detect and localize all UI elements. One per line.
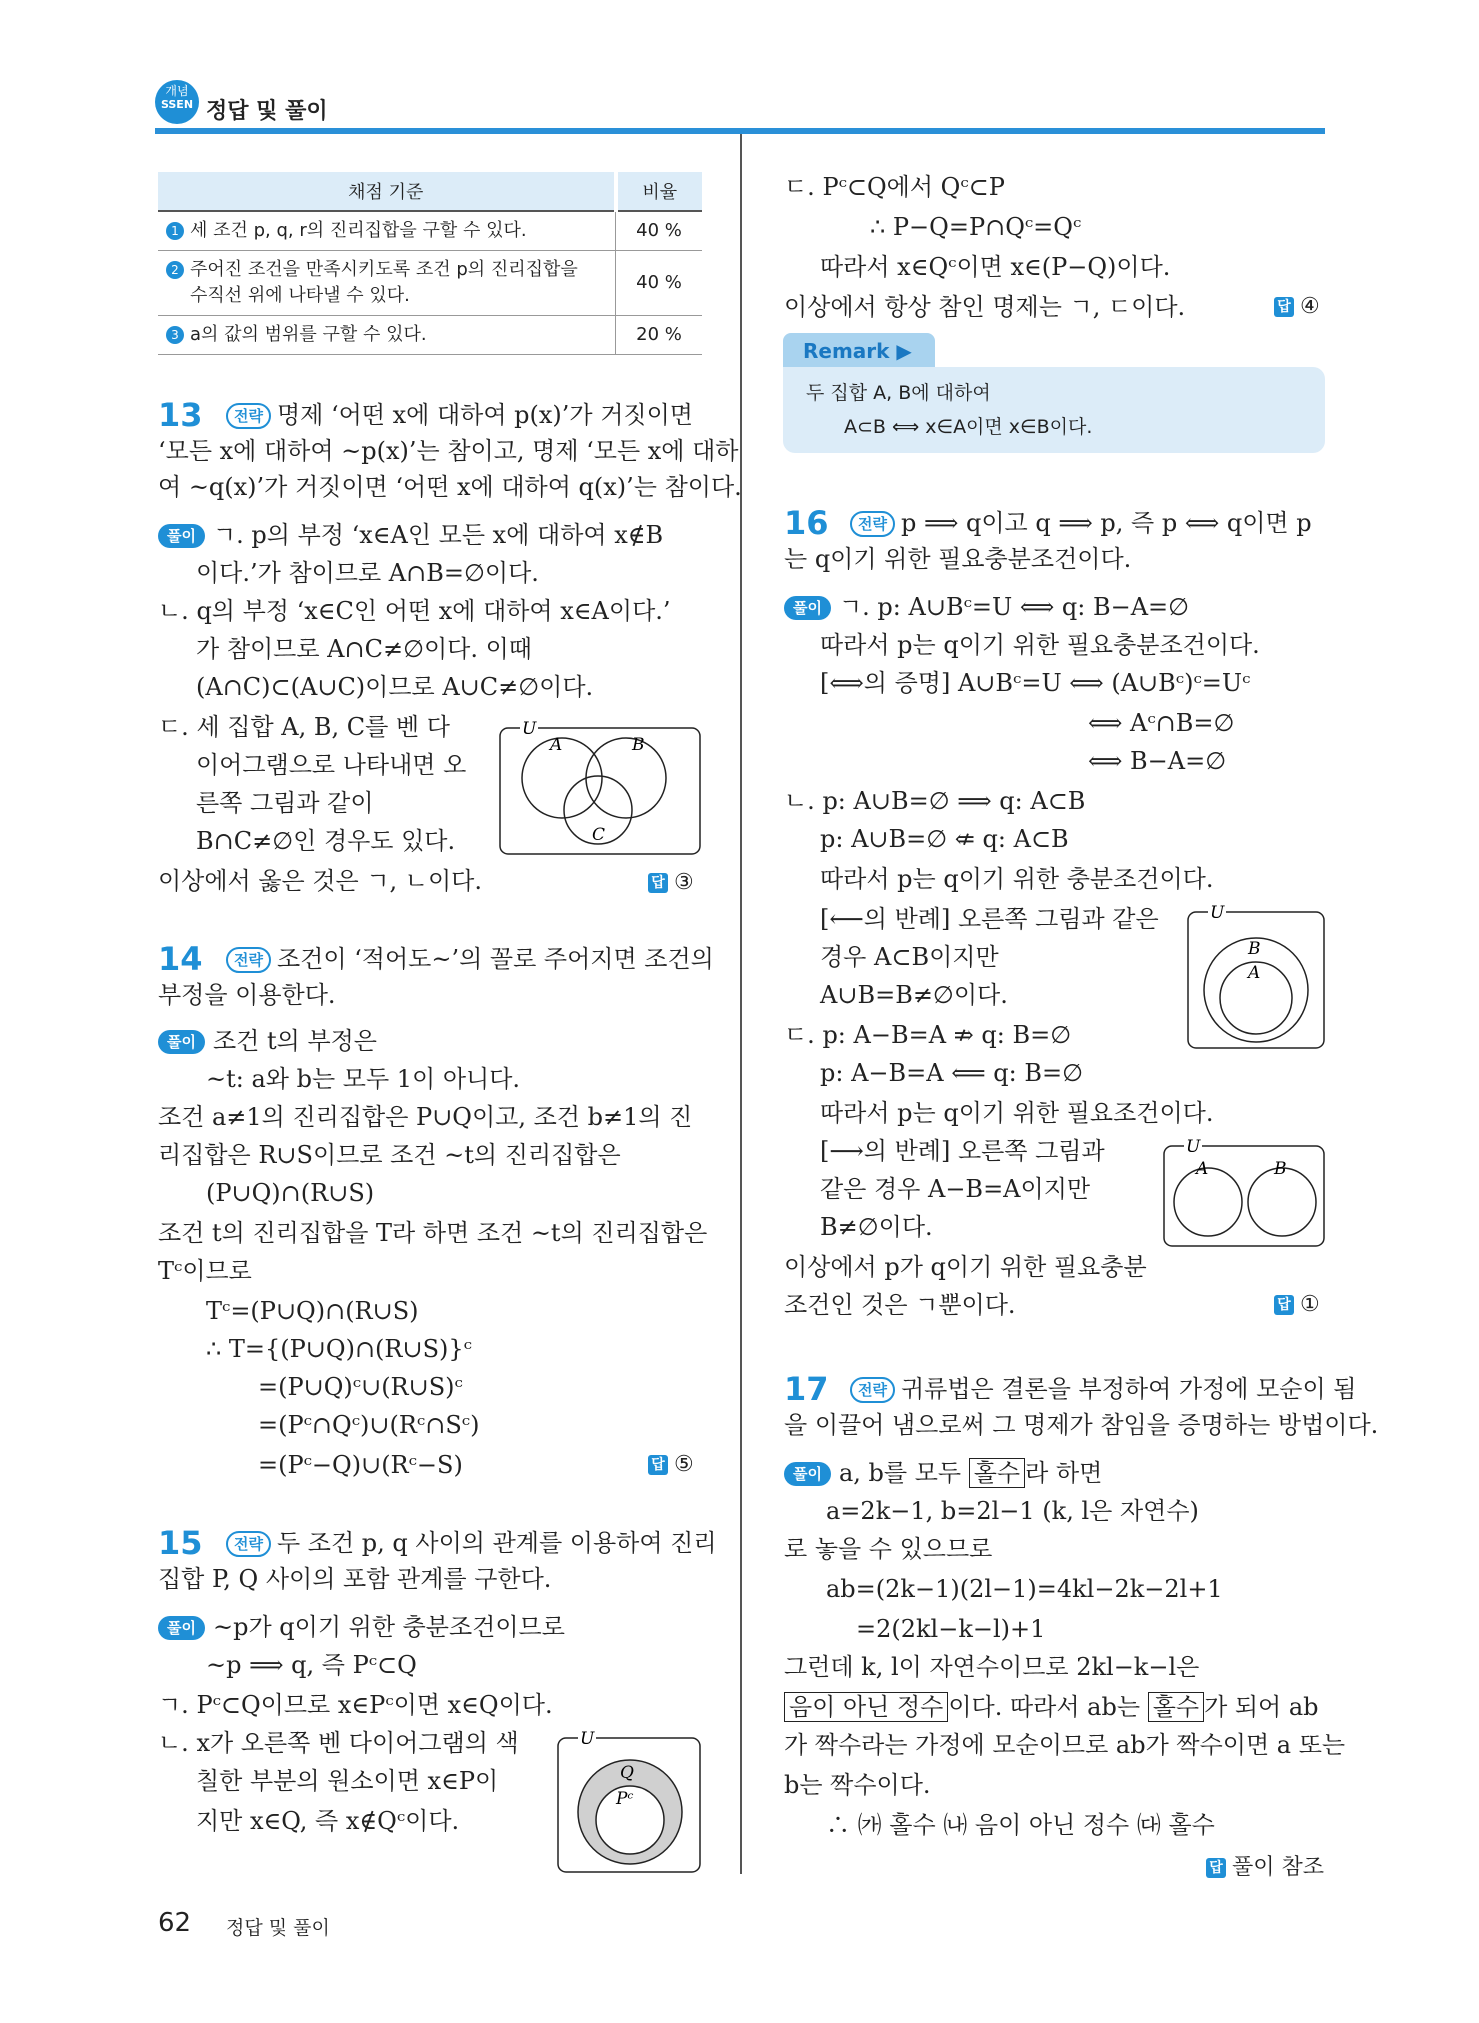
p16-line: ⟺ Aᶜ∩B=∅ — [1088, 709, 1235, 737]
venn-label-a: A — [550, 735, 563, 755]
p13-strategy-line: ‘모든 x에 대하여 ~p(x)’는 참이고, 명제 ‘모든 x에 대하 — [158, 437, 739, 465]
logo-top-text: 개념 — [165, 84, 189, 98]
p13-strategy-line: 여 ~q(x)’가 거짓이면 ‘어떤 x에 대하여 q(x)’는 참이다. — [158, 473, 742, 501]
venn-set-b — [586, 738, 666, 818]
answer-value: ④ — [1300, 294, 1320, 319]
strategy-tag: 전략 — [226, 1531, 271, 1557]
venn-diagram-16-b — [1162, 1136, 1326, 1248]
p16-line: p: A−B=A ⟸ q: B=∅ — [820, 1059, 1083, 1087]
answer-icon: 답 — [648, 1455, 668, 1475]
p15-line: 칠한 부분의 원소이면 x∈P이 — [196, 1767, 499, 1795]
p16-line: 따라서 p는 q이기 위한 필요조건이다. — [820, 1099, 1214, 1127]
p15-line: 지만 x∈Q, 즉 x∉Qᶜ이다. — [196, 1807, 460, 1835]
blank-answer-2: 음이 아닌 정수 — [784, 1692, 948, 1722]
table-cell-criteria — [158, 316, 616, 355]
strategy-text: p ⟹ q이고 q ⟹ p, 즉 p ⟺ q이면 p — [900, 509, 1312, 537]
strategy-tag: 전략 — [850, 511, 895, 537]
strategy-text: 두 조건 p, q 사이의 관계를 이용하여 진리 — [276, 1529, 717, 1557]
p14-line: ∴ T={(P∪Q)∩(R∪S)}ᶜ — [206, 1335, 472, 1363]
brand-logo — [155, 80, 199, 124]
p17-line: b는 짝수이다. — [784, 1771, 931, 1799]
problem-number-17: 17 — [784, 1370, 829, 1408]
answer-15 — [1274, 294, 1320, 319]
table-cell-ratio: 20 % — [616, 316, 703, 355]
venn-diagram-16-a — [1186, 902, 1326, 1052]
p15-line: ㄴ. x가 오른쪽 벤 다이어그램의 색 — [158, 1729, 519, 1757]
answer-icon: 답 — [1274, 297, 1294, 317]
answer-icon: 답 — [648, 873, 668, 893]
answer-value: ① — [1300, 1292, 1320, 1317]
strategy-tag: 전략 — [850, 1377, 895, 1403]
solution-text: ㄱ. p의 부정 ‘x∈A인 모든 x에 대하여 x∉B — [212, 521, 664, 549]
table-row — [158, 316, 702, 355]
criteria-text: 세 조건 p, q, r의 진리집합을 구할 수 있다. — [190, 220, 527, 241]
problem-number-15: 15 — [158, 1524, 203, 1562]
problem-number-16: 16 — [784, 504, 829, 542]
p16-line: 따라서 p는 q이기 위한 충분조건이다. — [820, 865, 1214, 893]
p15-right-line: 따라서 x∈Qᶜ이면 x∈(P−Q)이다. — [820, 253, 1171, 281]
answer-13 — [648, 870, 694, 895]
answer-16 — [1274, 1292, 1320, 1317]
p16-line: [⟺의 증명] A∪Bᶜ=U ⟺ (A∪Bᶜ)ᶜ=Uᶜ — [820, 669, 1251, 697]
answer-icon: 답 — [1274, 1295, 1294, 1315]
problem-number-13: 13 — [158, 396, 203, 434]
p16-line: ㄴ. p: A∪B=∅ ⟹ q: A⊂B — [784, 787, 1086, 815]
table-header-criteria: 채점 기준 — [158, 172, 616, 211]
p13-line: B∩C≠∅인 경우도 있다. — [196, 827, 456, 855]
p17-line — [784, 1458, 1102, 1488]
solution-text: ~p가 q이기 위한 충분조건이므로 — [212, 1613, 565, 1641]
solution-text: a, b를 모두 — [838, 1459, 962, 1487]
remark-tab: Remark ▶ — [783, 333, 935, 369]
p14-line: =(Pᶜ∩Qᶜ)∪(Rᶜ∩Sᶜ) — [258, 1411, 480, 1439]
p15-strategy-line: 집합 P, Q 사이의 포함 관계를 구한다. — [158, 1565, 552, 1593]
p16-line: ⟺ B−A=∅ — [1088, 747, 1227, 775]
p17-strategy-line — [850, 1374, 1356, 1404]
page-number: 62 — [158, 1908, 192, 1938]
venn-label-a: A — [1248, 963, 1261, 983]
p14-line: Tᶜ=(P∪Q)∩(R∪S) — [206, 1297, 419, 1325]
scoring-table — [158, 172, 702, 355]
p15-line — [158, 1612, 565, 1642]
criteria-text-cont: 수직선 위에 나타낼 수 있다. — [190, 285, 410, 306]
venn-label-pc: Pᶜ — [616, 1789, 634, 1809]
logo-bottom-text: SSEN — [160, 98, 194, 111]
p16-line: B≠∅이다. — [820, 1213, 933, 1241]
p13-line: 가 참이므로 A∩C≠∅이다. 이때 — [196, 635, 532, 663]
p14-line: 조건 t의 진리집합을 T라 하면 조건 ~t의 진리집합은 — [158, 1219, 708, 1247]
problem-number-14: 14 — [158, 940, 203, 978]
p17-line: 로 놓을 수 있으므로 — [784, 1535, 993, 1563]
p15-right-line: ∴ P−Q=P∩Qᶜ=Qᶜ — [870, 213, 1082, 241]
venn-diagram-13 — [498, 720, 702, 856]
table-cell-ratio: 40 % — [616, 211, 703, 251]
solution-tag: 풀이 — [158, 1030, 205, 1054]
p14-line: =(Pᶜ−Q)∪(Rᶜ−S) — [258, 1451, 463, 1479]
solution-text: ㄱ. p: A∪Bᶜ=U ⟺ q: B−A=∅ — [838, 593, 1190, 621]
header-title: 정답 및 풀이 — [206, 99, 328, 124]
p14-line: ~t: a와 b는 모두 1이 아니다. — [206, 1065, 521, 1093]
remark-line: 두 집합 A, B에 대하여 — [806, 382, 991, 404]
p13-line: 른쪽 그림과 같이 — [196, 789, 374, 817]
criteria-text: 주어진 조건을 만족시키도록 조건 p의 진리집합을 — [190, 259, 578, 280]
criteria-text: a의 값의 범위를 구할 수 있다. — [190, 324, 427, 345]
p16-line — [784, 592, 1189, 622]
column-divider — [740, 134, 742, 1874]
p16-line: 따라서 p는 q이기 위한 필요충분조건이다. — [820, 631, 1260, 659]
venn-label-c: C — [592, 825, 606, 845]
table-header-ratio: 비율 — [616, 172, 703, 211]
blank-answer-3: 홀수 — [1148, 1692, 1204, 1722]
table-cell-ratio: 40 % — [616, 251, 703, 316]
answer-value: ③ — [674, 870, 694, 895]
venn-label-a: A — [1196, 1159, 1209, 1179]
answer-icon: 답 — [1206, 1858, 1226, 1878]
p16-line: A∪B=B≠∅이다. — [820, 981, 1008, 1009]
solution-tag: 풀이 — [158, 524, 205, 548]
blank-answer-1: 홀수 — [969, 1458, 1025, 1488]
strategy-text: 명제 ‘어떤 x에 대하여 p(x)’가 거짓이면 — [276, 401, 693, 429]
p14-line: (P∪Q)∩(R∪S) — [206, 1179, 375, 1207]
p14-line — [158, 1026, 377, 1056]
p14-line: Tᶜ이므로 — [158, 1257, 252, 1285]
p13-line: 이다.’가 참이므로 A∩B=∅이다. — [196, 559, 539, 587]
venn-label-u: U — [1186, 1137, 1201, 1157]
p16-line: 이상에서 p가 q이기 위한 필요충분 — [784, 1253, 1147, 1281]
p17-line: 그런데 k, l이 자연수이므로 2kl−k−l은 — [784, 1653, 1200, 1681]
p14-strategy-line: 부정을 이용한다. — [158, 981, 336, 1009]
p17-line: 가 짝수라는 가정에 모순이므로 ab가 짝수이면 a 또는 — [784, 1731, 1346, 1759]
p17-line: ∴ ㈎ 홀수 ㈏ 음이 아닌 정수 ㈐ 홀수 — [826, 1811, 1215, 1839]
p15-line: ~p ⟹ q, 즉 Pᶜ⊂Q — [206, 1651, 417, 1679]
strategy-text: 귀류법은 결론을 부정하여 가정에 모순이 됨 — [900, 1375, 1357, 1403]
p16-line: [⟵의 반례] 오른쪽 그림과 같은 — [820, 905, 1159, 933]
p17-line — [784, 1692, 1319, 1722]
solution-text: 가 되어 ab — [1204, 1693, 1319, 1721]
p17-line: =2(2kl−k−l)+1 — [856, 1615, 1046, 1643]
p13-line: 이상에서 옳은 것은 ㄱ, ㄴ이다. — [158, 867, 482, 895]
strategy-text: 조건이 ‘적어도~’의 꼴로 주어지면 조건의 — [276, 945, 714, 973]
table-row — [158, 211, 702, 251]
venn-label-u: U — [580, 1729, 595, 1749]
venn-diagram-15 — [556, 1728, 702, 1874]
p16-line: [⟶의 반례] 오른쪽 그림과 — [820, 1137, 1105, 1165]
strategy-tag: 전략 — [226, 403, 271, 429]
venn-label-u: U — [522, 720, 537, 739]
venn-label-u: U — [1210, 903, 1225, 923]
table-cell-criteria — [158, 211, 616, 251]
p14-line: 조건 a≠1의 진리집합은 P∪Q이고, 조건 b≠1의 진 — [158, 1103, 693, 1131]
p13-line: ㄷ. 세 집합 A, B, C를 벤 다 — [158, 713, 450, 741]
strategy-tag: 전략 — [226, 947, 271, 973]
step-badge: 2 — [166, 261, 184, 279]
table-header-row — [158, 172, 702, 211]
step-badge: 1 — [166, 222, 184, 240]
table-cell-criteria — [158, 251, 616, 316]
p13-line: (A∩C)⊂(A∪C)이므로 A∪C≠∅이다. — [196, 673, 594, 701]
p17-strategy-line: 을 이끌어 냄으로써 그 명제가 참임을 증명하는 방법이다. — [784, 1411, 1379, 1439]
p13-line — [158, 520, 663, 550]
p16-line: ㄷ. p: A−B=A ⇏ q: B=∅ — [784, 1021, 1072, 1049]
solution-text: 이다. 따라서 ab는 — [948, 1693, 1141, 1721]
p17-line: a=2k−1, b=2l−1 (k, l은 자연수) — [826, 1497, 1199, 1525]
p16-line: p: A∪B=∅ ⇍ q: A⊂B — [820, 825, 1069, 853]
venn-label-b: B — [1248, 939, 1261, 959]
p16-strategy-line — [850, 508, 1312, 538]
venn-label-b: B — [632, 735, 645, 755]
p15-line: ㄱ. Pᶜ⊂Q이므로 x∈Pᶜ이면 x∈Q이다. — [158, 1691, 553, 1719]
p17-line: ab=(2k−1)(2l−1)=4kl−2k−2l+1 — [826, 1575, 1223, 1603]
p16-line: 같은 경우 A−B=A이지만 — [820, 1175, 1091, 1203]
solution-tag: 풀이 — [158, 1616, 205, 1640]
answer-14 — [648, 1452, 694, 1477]
answer-value: 풀이 참조 — [1232, 1855, 1325, 1880]
solution-tag: 풀이 — [784, 596, 831, 620]
p13-line: ㄴ. q의 부정 ‘x∈C인 어떤 x에 대하여 x∈A이다.’ — [158, 597, 671, 625]
p14-line: 리집합은 R∪S이므로 조건 ~t의 진리집합은 — [158, 1141, 621, 1169]
p14-strategy-line — [226, 944, 714, 974]
p15-right-line: 이상에서 항상 참인 명제는 ㄱ, ㄷ이다. — [784, 293, 1186, 321]
p15-right-line: ㄷ. Pᶜ⊂Q에서 Qᶜ⊂P — [784, 173, 1005, 201]
solution-text: 조건 t의 부정은 — [212, 1027, 377, 1055]
p16-line: 조건인 것은 ㄱ뿐이다. — [784, 1291, 1016, 1319]
step-badge: 3 — [166, 326, 184, 344]
answer-17 — [1206, 1850, 1324, 1881]
p16-line: 경우 A⊂B이지만 — [820, 943, 999, 971]
p14-line: =(P∪Q)ᶜ∪(R∪S)ᶜ — [258, 1373, 463, 1401]
remark-line: A⊂B ⟺ x∈A이면 x∈B이다. — [844, 416, 1093, 438]
p13-strategy-line — [226, 400, 693, 430]
p15-strategy-line — [226, 1528, 717, 1558]
answer-value: ⑤ — [674, 1452, 694, 1477]
p16-strategy-line: 는 q이기 위한 필요충분조건이다. — [784, 545, 1132, 573]
footer-label: 정답 및 풀이 — [226, 1917, 330, 1939]
table-row — [158, 251, 702, 316]
venn-label-b: B — [1274, 1159, 1287, 1179]
p13-line: 이어그램으로 나타내면 오 — [196, 751, 467, 779]
venn-label-q: Q — [620, 1763, 634, 1783]
solution-tag: 풀이 — [784, 1462, 831, 1486]
solution-text: 라 하면 — [1025, 1459, 1103, 1487]
